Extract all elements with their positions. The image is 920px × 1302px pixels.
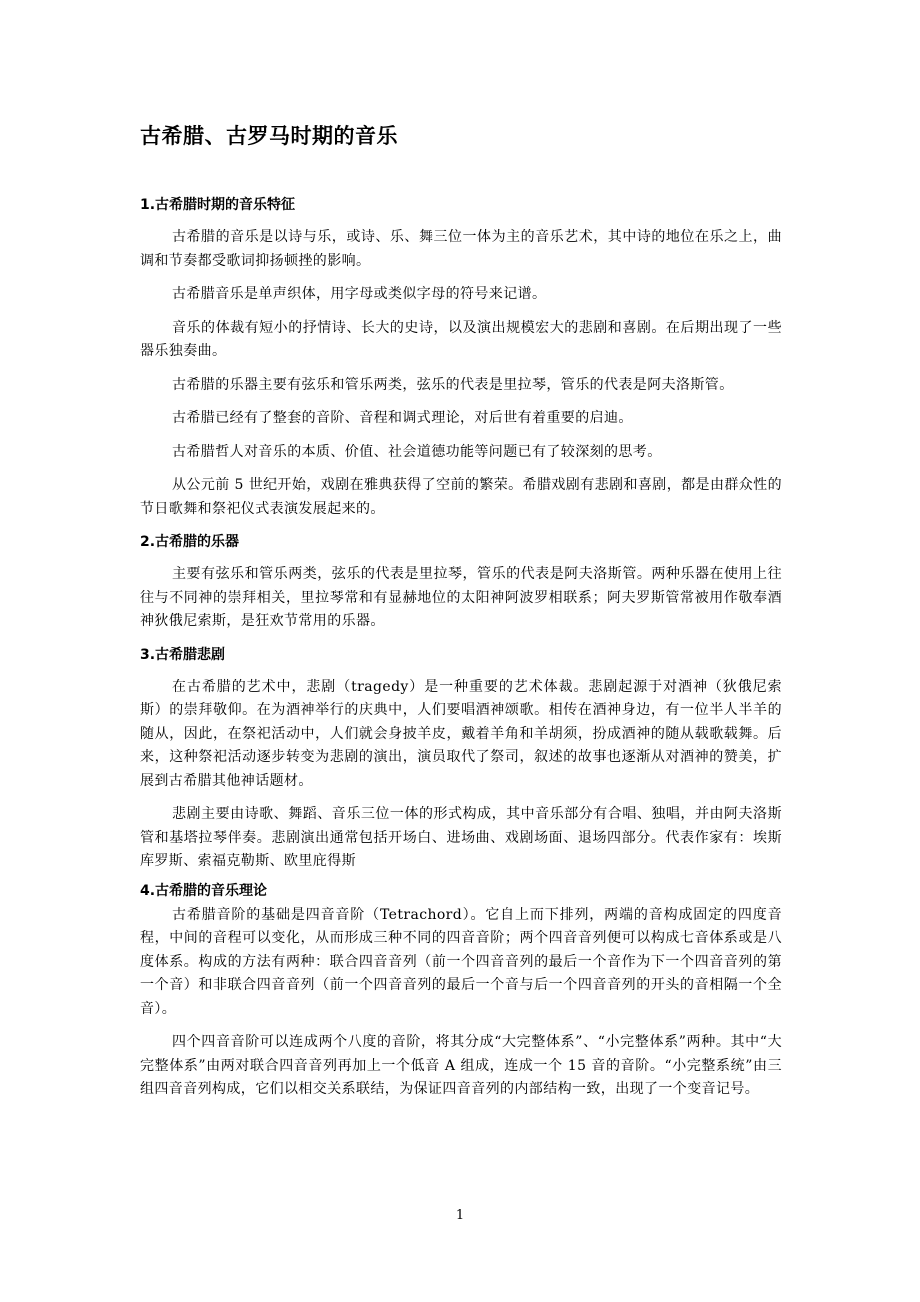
- section-3: [140, 644, 782, 874]
- paragraph: 音乐的体裁有短小的抒情诗、长大的史诗，以及演出规模宏大的悲剧和喜剧。在后期出现了一些器乐独奏曲。: [140, 319, 782, 359]
- document-page: [140, 118, 782, 1112]
- paragraph: 悲剧主要由诗歌、舞蹈、音乐三位一体的形式构成，其中音乐部分有合唱、独唱，并由阿夫洛斯管和基塔拉琴伴奏。悲剧演出通常包括开场白、进场曲、戏剧场面、退场四部分。代表作家有：埃斯库罗斯、索福克勒斯、欧里庇得斯: [140, 806, 782, 869]
- section-heading: 3.古希腊悲剧: [140, 646, 226, 663]
- section-4: [140, 880, 782, 1102]
- section-heading: 4.古希腊的音乐理论: [140, 882, 268, 899]
- paragraph: 古希腊的音乐是以诗与乐，或诗、乐、舞三位一体为主的音乐艺术，其中诗的地位在乐之上，曲调和节奏都受歌词抑扬顿挫的影响。: [140, 229, 782, 269]
- document-title: 古希腊、古罗马时期的音乐: [140, 124, 398, 148]
- section-1: [140, 194, 782, 521]
- section-heading: 2.古希腊的乐器: [140, 534, 240, 550]
- paragraph: 古希腊音阶的基础是四音音阶（Tetrachord）。它自上而下排列，两端的音构成固定的四度音程，中间的音程可以变化，从而形成三种不同的四音音阶；两个四音音列便可以构成七音体系或是八度体系。构成的方法有两种：联合四音音列（前一个四音音列的最后一个音作为下一个四音音列的第一个音）和非联合四音音列（前一个四音音列的最后一个音与后一个四音音列的开头的音相隔一个全音）。: [140, 906, 782, 1017]
- paragraph: 四个四音音阶可以连成两个八度的音阶，将其分成“大完整体系”、“小完整体系”两种。其中“大完整体系”由两对联合四音音列再加上一个低音 A 组成，连成一个 15 音的音阶。“小完整系统”由三组四音音列构成，它们以相交关系联结，为保证四音音列的内部结构一致，出现了一个变音记号。: [140, 1034, 782, 1097]
- paragraph: 古希腊哲人对音乐的本质、价值、社会道德功能等问题已有了较深刻的思考。: [172, 443, 662, 460]
- paragraph: 主要有弦乐和管乐两类，弦乐的代表是里拉琴，管乐的代表是阿夫洛斯管。两种乐器在使用上往往与不同神的崇拜相关，里拉琴常和有显赫地位的太阳神阿波罗相联系；阿夫罗斯管常被用作敬奉酒神狄俄尼索斯，是狂欢节常用的乐器。: [140, 566, 782, 629]
- paragraph: 在古希腊的艺术中，悲剧（tragedy）是一种重要的艺术体裁。悲剧起源于对酒神（狄俄尼索斯）的崇拜敬仰。在为酒神举行的庆典中，人们要唱酒神颂歌。相传在酒神身边，有一位半人半羊的随从，因此，在祭祀活动中，人们就会身披羊皮，戴着羊角和羊胡须，扮成酒神的随从载歌载舞。后来，这种祭祀活动逐步转变为悲剧的演出，演员取代了祭司，叙述的故事也逐渐从对酒神的赞美，扩展到古希腊其他神话题材。: [140, 678, 782, 789]
- paragraph: 古希腊音乐是单声织体，用字母或类似字母的符号来记谱。: [172, 286, 547, 302]
- section-2: [140, 531, 782, 634]
- paragraph: 古希腊的乐器主要有弦乐和管乐两类，弦乐的代表是里拉琴，管乐的代表是阿夫洛斯管。: [172, 376, 734, 393]
- paragraph: 从公元前 5 世纪开始，戏剧在雅典获得了空前的繁荣。希腊戏剧有悲剧和喜剧，都是由群众性的节日歌舞和祭祀仪式表演发展起来的。: [140, 477, 782, 517]
- paragraph: 古希腊已经有了整套的音阶、音程和调式理论，对后世有着重要的启迪。: [172, 410, 633, 426]
- page-number: 1: [455, 1208, 465, 1223]
- section-heading: 1.古希腊时期的音乐特征: [140, 197, 296, 213]
